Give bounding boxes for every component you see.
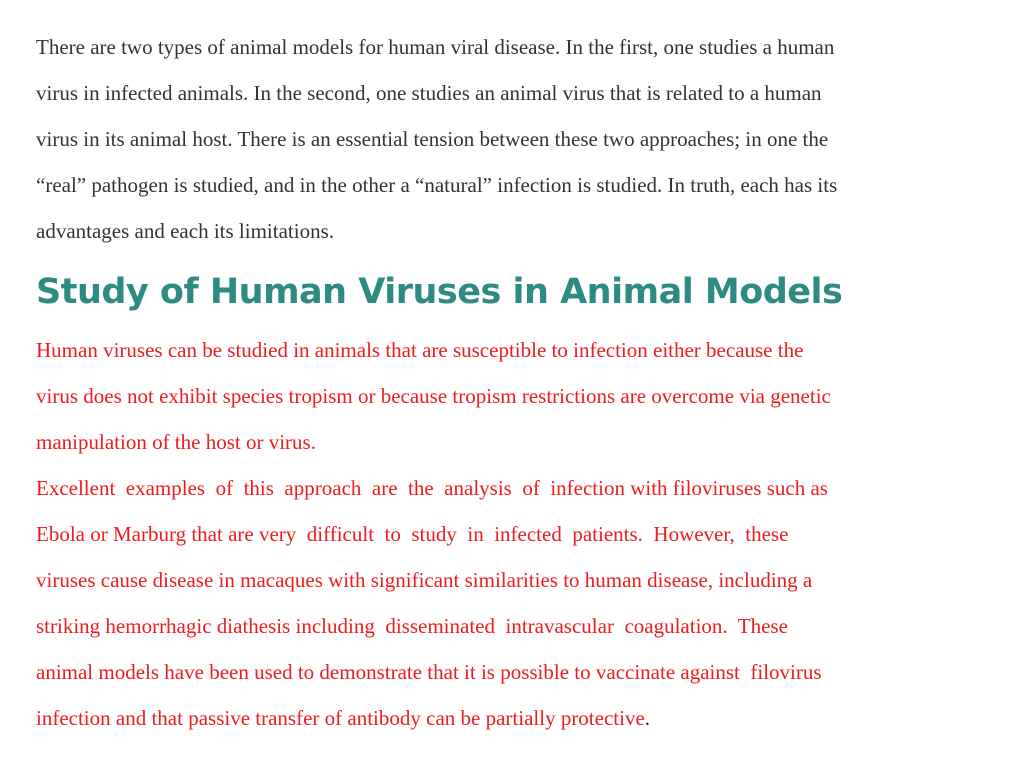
- intro-line-2: virus in infected animals. In the second, one studies an animal virus that is related to a human: [36, 81, 822, 105]
- intro-paragraph: [36, 24, 996, 254]
- human-viruses-line-2: virus does not exhibit species tropism or because tropism restrictions are overcome via genetic: [36, 384, 831, 408]
- section-heading: Study of Human Viruses in Animal Models: [36, 272, 843, 312]
- human-viruses-line-3: manipulation of the host or virus.: [36, 430, 316, 454]
- examples-line-6-text: infection and that passive transfer of antibody can be partially protective: [36, 706, 645, 730]
- intro-line-3: virus in its animal host. There is an essential tension between these two approaches; in one the: [36, 127, 829, 151]
- examples-final-period: .: [644, 706, 651, 730]
- intro-line-1: There are two types of animal models for human viral disease. In the first, one studies a human: [36, 35, 835, 59]
- examples-line-6: [36, 695, 976, 741]
- examples-line-3: viruses cause disease in macaques with significant similarities to human disease, including a: [36, 568, 813, 592]
- examples-line-1: Excellent examples of this approach are the analysis of infection with filoviruses such as: [36, 476, 828, 500]
- human-viruses-line-1: Human viruses can be studied in animals that are susceptible to infection either because the: [36, 338, 804, 362]
- examples-line-2: Ebola or Marburg that are very difficult to study in infected patients. However, these: [36, 522, 789, 546]
- examples-line-5: animal models have been used to demonstrate that it is possible to vaccinate against filovirus: [36, 660, 822, 684]
- intro-line-5: advantages and each its limitations.: [36, 219, 334, 243]
- examples-paragraph: [36, 465, 976, 741]
- human-viruses-paragraph: [36, 327, 976, 465]
- intro-line-4: “real” pathogen is studied, and in the other a “natural” infection is studied. In truth, each has its: [36, 173, 838, 197]
- examples-line-4: striking hemorrhagic diathesis including disseminated intravascular coagulation. These: [36, 614, 788, 638]
